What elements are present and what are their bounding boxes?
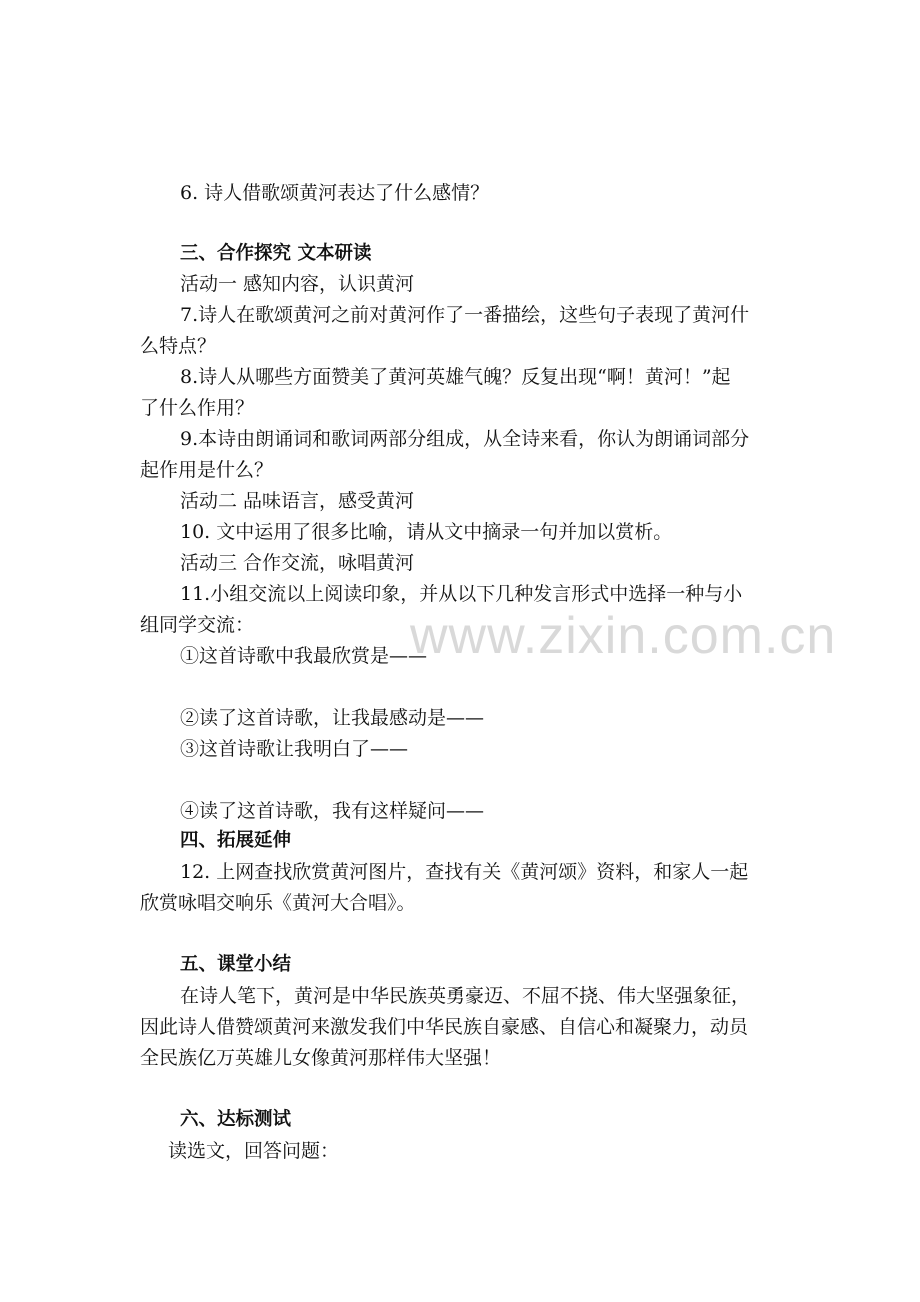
question-7-line-2: 么特点？: [140, 335, 217, 357]
option-4: ④读了这首诗歌，我有这样疑问——: [180, 800, 485, 822]
summary-line-1: 在诗人笔下，黄河是中华民族英勇豪迈、不屈不挠、伟大坚强象征，: [180, 985, 751, 1007]
activity-3-label: 活动三 合作交流，咏唱黄河: [180, 552, 415, 574]
summary-line-3: 全民族亿万英雄儿女像黄河那样伟大坚强！: [140, 1047, 502, 1069]
section-6-instruction: 读选文，回答问题：: [168, 1140, 340, 1162]
section-3-heading: 三、合作探究 文本研读: [180, 243, 372, 264]
question-6: 6. 诗人借歌颂黄河表达了什么感情？: [180, 182, 490, 204]
activity-1-label: 活动一 感知内容，认识黄河: [180, 273, 415, 295]
question-9-line-2: 起作用是什么？: [140, 459, 274, 481]
activity-2-label: 活动二 品味语言，感受黄河: [180, 490, 415, 512]
option-2: ②读了这首诗歌，让我最感动是——: [180, 707, 485, 729]
section-5-heading: 五、课堂小结: [180, 954, 292, 975]
question-11-line-1: 11.小组交流以上阅读印象，并从以下几种发言形式中选择一种与小: [180, 583, 743, 605]
question-12-line-2: 欣赏咏唱交响乐《黄河大合唱》。: [140, 892, 416, 914]
watermark: www.zixin.com.cn: [410, 607, 837, 665]
summary-line-2: 因此诗人借赞颂黄河来激发我们中华民族自豪感、自信心和凝聚力，动员: [140, 1016, 749, 1038]
option-3: ③这首诗歌让我明白了——: [180, 738, 409, 760]
question-9-line-1: 9.本诗由朗诵词和歌词两部分组成，从全诗来看，你认为朗诵词部分: [180, 428, 750, 450]
question-11-line-2: 组同学交流：: [140, 614, 255, 636]
question-8-line-1: 8.诗人从哪些方面赞美了黄河英雄气魄？反复出现“啊！黄河！”起: [180, 366, 731, 388]
question-10: 10. 文中运用了很多比喻，请从文中摘录一句并加以赏析。: [180, 521, 673, 543]
question-8-line-2: 了什么作用？: [140, 397, 255, 419]
question-12-line-1: 12. 上网查找欣赏黄河图片，查找有关《黄河颂》资料，和家人一起: [180, 861, 749, 883]
section-6-heading: 六、达标测试: [180, 1109, 292, 1130]
question-7-line-1: 7.诗人在歌颂黄河之前对黄河作了一番描绘，这些句子表现了黄河什: [180, 304, 750, 326]
option-1: ①这首诗歌中我最欣赏是——: [180, 645, 428, 667]
section-4-heading: 四、拓展延伸: [180, 830, 292, 851]
